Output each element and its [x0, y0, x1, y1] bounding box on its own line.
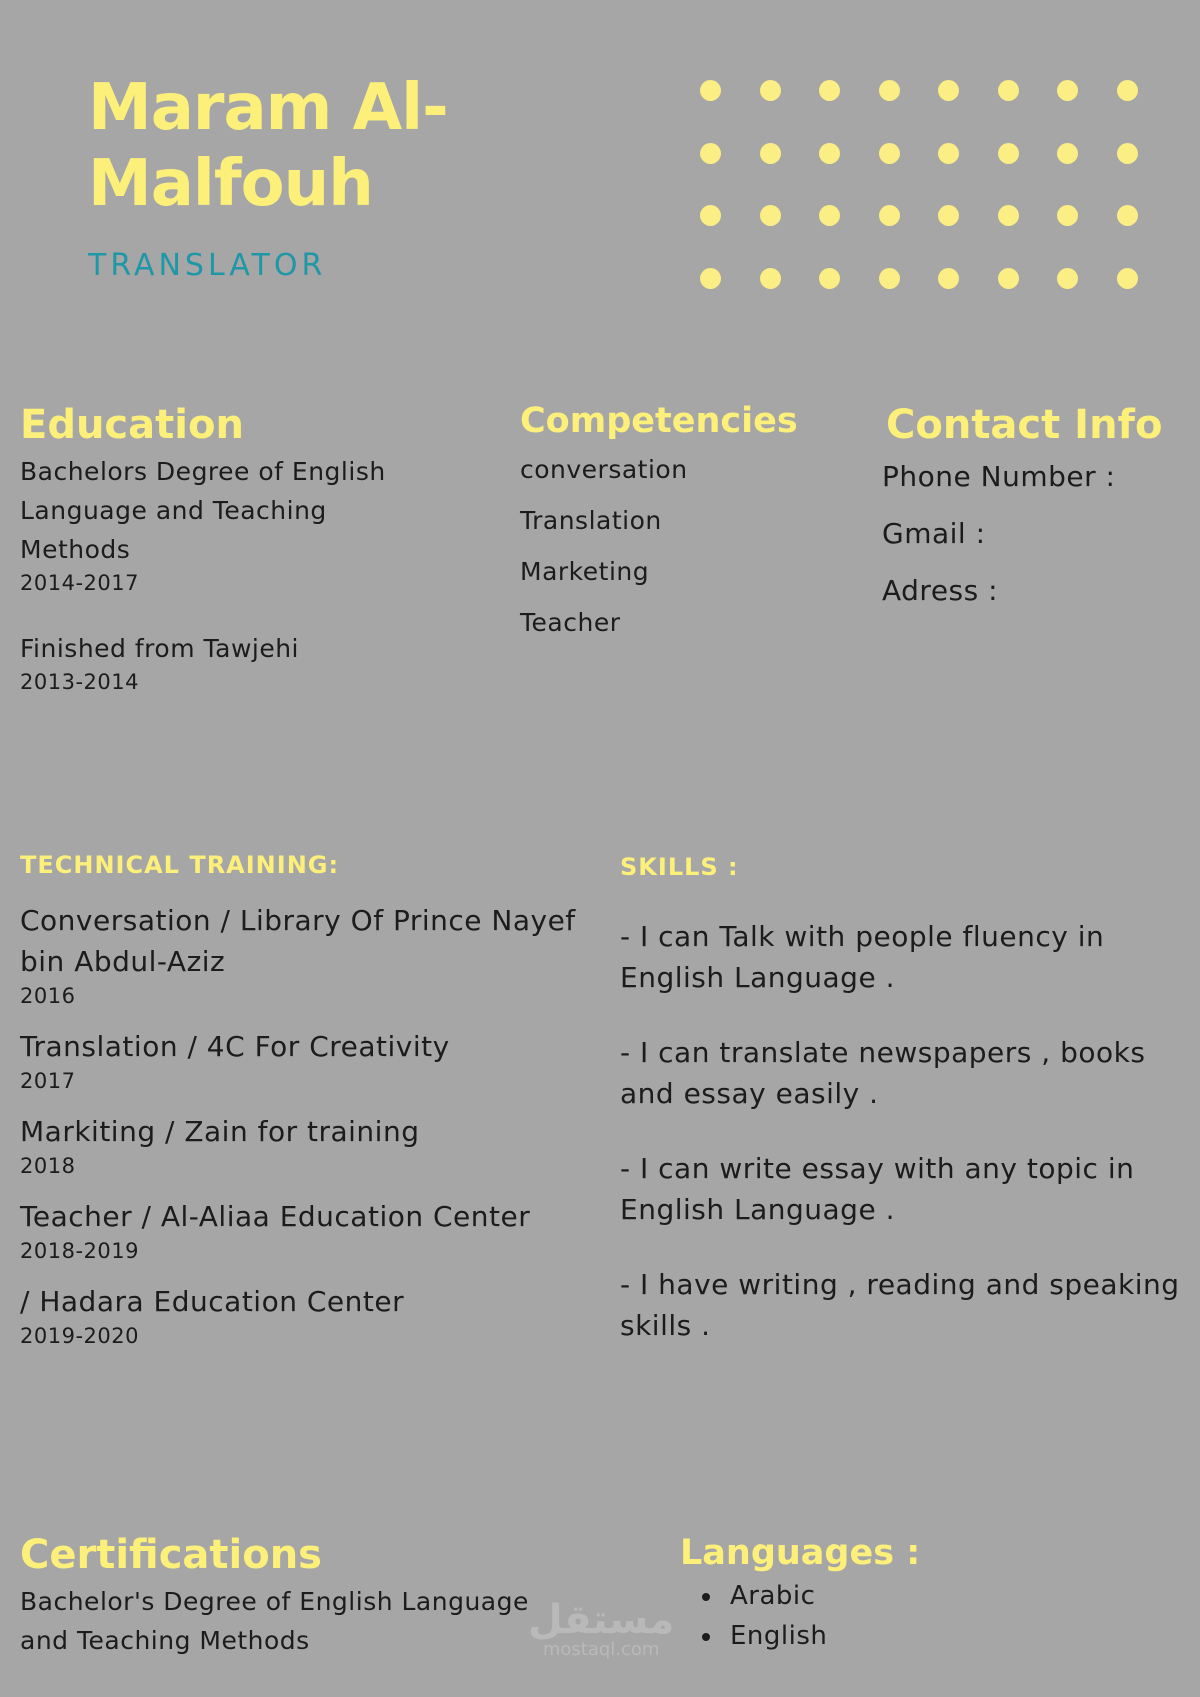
- dot-icon: [998, 143, 1019, 164]
- candidate-name: Maram Al-Malfouh: [88, 71, 448, 221]
- dot-icon: [1117, 268, 1138, 289]
- training-item-name: Teacher / Al-Aliaa Education Center: [20, 1200, 531, 1233]
- dot-icon: [879, 268, 900, 289]
- competency-item: conversation: [520, 455, 688, 484]
- dot-icon: [760, 80, 781, 101]
- training-item: [20, 1111, 580, 1180]
- job-title: TRANSLATOR: [88, 248, 327, 283]
- contact-phone-label: Phone Number :: [882, 460, 1116, 493]
- training-item-name: Markiting / Zain for training: [20, 1115, 420, 1148]
- dot-icon: [819, 205, 840, 226]
- watermark-logo: [528, 1597, 675, 1660]
- dot-icon: [700, 205, 721, 226]
- dot-icon: [700, 80, 721, 101]
- skills-section: [620, 852, 1200, 1380]
- dot-icon: [1117, 205, 1138, 226]
- dot-icon: [998, 268, 1019, 289]
- dot-icon: [1057, 205, 1078, 226]
- competency-item: Teacher: [520, 608, 621, 637]
- dot-icon: [700, 268, 721, 289]
- watermark-arabic: مستقل: [528, 1597, 675, 1643]
- contact-address-label: Adress :: [882, 574, 999, 607]
- skill-item: - I can Talk with people fluency in English Language .: [620, 920, 1105, 994]
- dot-icon: [998, 205, 1019, 226]
- training-item-year: 2019-2020: [20, 1324, 139, 1348]
- dot-grid-icon: [700, 80, 1160, 300]
- dot-icon: [760, 205, 781, 226]
- training-item: [20, 1196, 580, 1265]
- training-item-name: Conversation / Library Of Prince Nayef bin Abdul-Aziz: [20, 904, 576, 978]
- training-item-year: 2018-2019: [20, 1239, 139, 1263]
- education-school-years: 2013-2014: [20, 670, 139, 694]
- competency-item: Marketing: [520, 557, 650, 586]
- training-item-name: Translation / 4C For Creativity: [20, 1030, 450, 1063]
- dot-icon: [938, 205, 959, 226]
- training-item: [20, 1281, 580, 1350]
- certifications-section: [20, 1532, 580, 1660]
- languages-section: [680, 1532, 1080, 1656]
- dot-icon: [879, 143, 900, 164]
- training-item-year: 2018: [20, 1154, 76, 1178]
- training-item: [20, 1026, 580, 1095]
- certifications-text: Bachelor's Degree of English Language and Teaching Methods: [20, 1587, 529, 1655]
- education-degree-years: 2014-2017: [20, 571, 139, 595]
- dot-icon: [819, 268, 840, 289]
- dot-icon: [1057, 143, 1078, 164]
- training-item-name: / Hadara Education Center: [20, 1285, 405, 1318]
- education-degree: Bachelors Degree of English Language and Teaching Methods: [20, 457, 386, 564]
- skills-heading: SKILLS :: [620, 853, 739, 881]
- dot-icon: [760, 268, 781, 289]
- language-item: • Arabic: [724, 1576, 1080, 1616]
- dot-icon: [938, 80, 959, 101]
- dot-icon: [879, 80, 900, 101]
- dot-icon: [819, 143, 840, 164]
- dot-icon: [1057, 268, 1078, 289]
- languages-heading: Languages :: [680, 1533, 921, 1573]
- skill-item: - I can translate newspapers , books and essay easily .: [620, 1036, 1146, 1110]
- contact-heading: Contact Info: [886, 402, 1163, 448]
- training-item: [20, 900, 580, 1010]
- dot-icon: [819, 80, 840, 101]
- watermark-url: mostaql.com: [542, 1639, 660, 1660]
- dot-icon: [938, 268, 959, 289]
- dot-icon: [1117, 80, 1138, 101]
- dot-icon: [700, 143, 721, 164]
- competencies-section: [520, 400, 820, 648]
- dot-icon: [1117, 143, 1138, 164]
- contact-section: [882, 402, 1192, 611]
- education-heading: Education: [20, 402, 244, 448]
- training-item-year: 2017: [20, 1069, 76, 1093]
- dot-icon: [1057, 80, 1078, 101]
- training-heading: TECHNICAL TRAINING:: [20, 851, 340, 879]
- training-section: [20, 850, 580, 1366]
- certifications-heading: Certifications: [20, 1532, 322, 1578]
- skill-item: - I have writing , reading and speaking skills .: [620, 1268, 1180, 1342]
- contact-gmail-label: Gmail :: [882, 517, 986, 550]
- education-school: Finished from Tawjehi: [20, 634, 300, 663]
- dot-icon: [998, 80, 1019, 101]
- competency-item: Translation: [520, 506, 662, 535]
- dot-icon: [760, 143, 781, 164]
- language-item: • English: [724, 1616, 1080, 1656]
- education-section: [20, 402, 440, 696]
- skill-item: - I can write essay with any topic in English Language .: [620, 1152, 1135, 1226]
- competencies-heading: Competencies: [520, 401, 798, 441]
- dot-icon: [938, 143, 959, 164]
- dot-icon: [879, 205, 900, 226]
- training-item-year: 2016: [20, 984, 76, 1008]
